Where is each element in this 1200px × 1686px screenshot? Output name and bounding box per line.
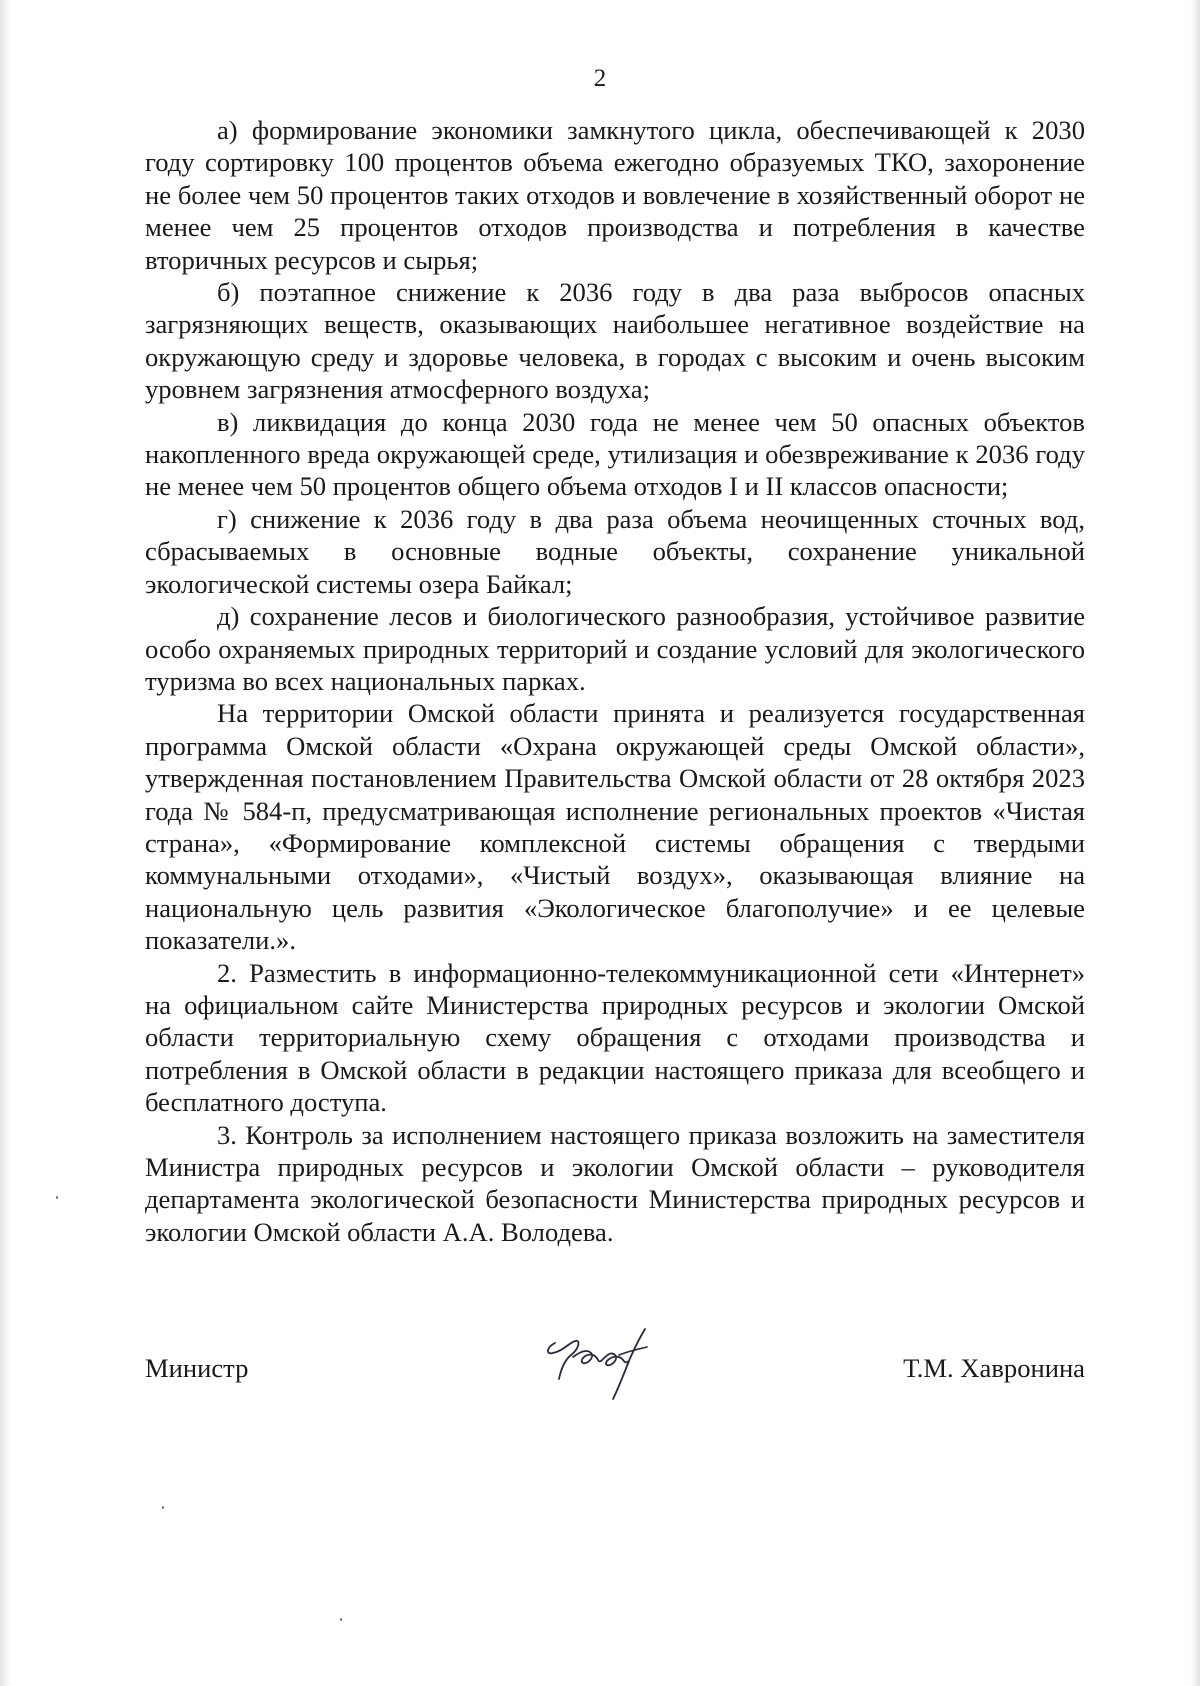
handwritten-signature xyxy=(535,1325,665,1405)
paragraph-item-b: б) поэтапное снижение к 2036 году в два раза выбросов опасных загрязняющих веществ, оказывающих наибольшее негативное воздействие на окружающую среду и здоровье человека, в городах с высоким и очень высоким уровнем загрязнения атмосферного воздуха; xyxy=(145,277,1085,405)
paragraph-item-d: д) сохранение лесов и биологического разнообразия, устойчивое развитие особо охраняемых природных территорий и создание условий для экологического туризма во всех национальных парках. xyxy=(145,601,1085,696)
paragraph-item-a: а) формирование экономики замкнутого цикла, обеспечивающей к 2030 году сортировку 100 процентов объема ежегодно образуемых ТКО, захоронение не более чем 50 процентов таких отходов и вовлечение в хозяйственный оборот не менее чем 25 процентов отходов производства и потребления в качестве вторичных ресурсов и сырья; xyxy=(145,115,1085,275)
signatory-name: Т.М. Хавронина xyxy=(903,1353,1085,1383)
scan-speck xyxy=(162,1506,164,1509)
document-body xyxy=(145,114,1085,1248)
scan-speck xyxy=(56,1196,58,1199)
paragraph-item-g: г) снижение к 2036 году в два раза объема неочищенных сточных вод, сбрасываемых в основные водные объекты, сохранение уникальной экологической системы озера Байкал; xyxy=(145,503,1085,599)
paragraph-item-v: в) ликвидация до конца 2030 года не менее чем 50 опасных объектов накопленного вреда окружающей среде, утилизация и обезвреживание к 2036 году не менее чем 50 процентов общего объема отходов I и II классов опасности; xyxy=(145,406,1085,502)
paragraph-clause-2: 2. Разместить в информационно-телекоммуникационной сети «Интернет» на официальном сайте Министерства природных ресурсов и экологии Омской области территориальную схему обращения с отходами производства и потребления в Омской области в редакции настоящего приказа для всеобщего и бесплатного доступа. xyxy=(145,957,1085,1118)
paragraph-state-program: На территории Омской области принята и реализуется государственная программа Омской области «Охрана окружающей среды Омской области», утвержденная постановлением Правительства Омской области от 28 октября 2023 года № 584-п, предусматривающая исполнение региональных проектов «Чистая страна», «Формирование комплексной системы обращения с твердыми коммунальными отходами», «Чистый воздух», оказывающая влияние на национальную цель развития «Экологическое благополучие» и ее целевые показатели.». xyxy=(145,698,1085,956)
scan-edge-left xyxy=(0,0,12,1686)
scan-speck xyxy=(340,1618,342,1621)
scan-edge-right xyxy=(1190,0,1200,1686)
signatory-title: Министр xyxy=(145,1353,249,1383)
page-number: 2 xyxy=(593,65,607,92)
signature-block xyxy=(145,1333,1085,1423)
paragraph-clause-3: 3. Контроль за исполнением настоящего приказа возложить на заместителя Министра природных ресурсов и экологии Омской области – руководителя департамента экологической безопасности Министерства природных ресурсов и экологии Омской области А.А. Володева. xyxy=(145,1119,1085,1247)
